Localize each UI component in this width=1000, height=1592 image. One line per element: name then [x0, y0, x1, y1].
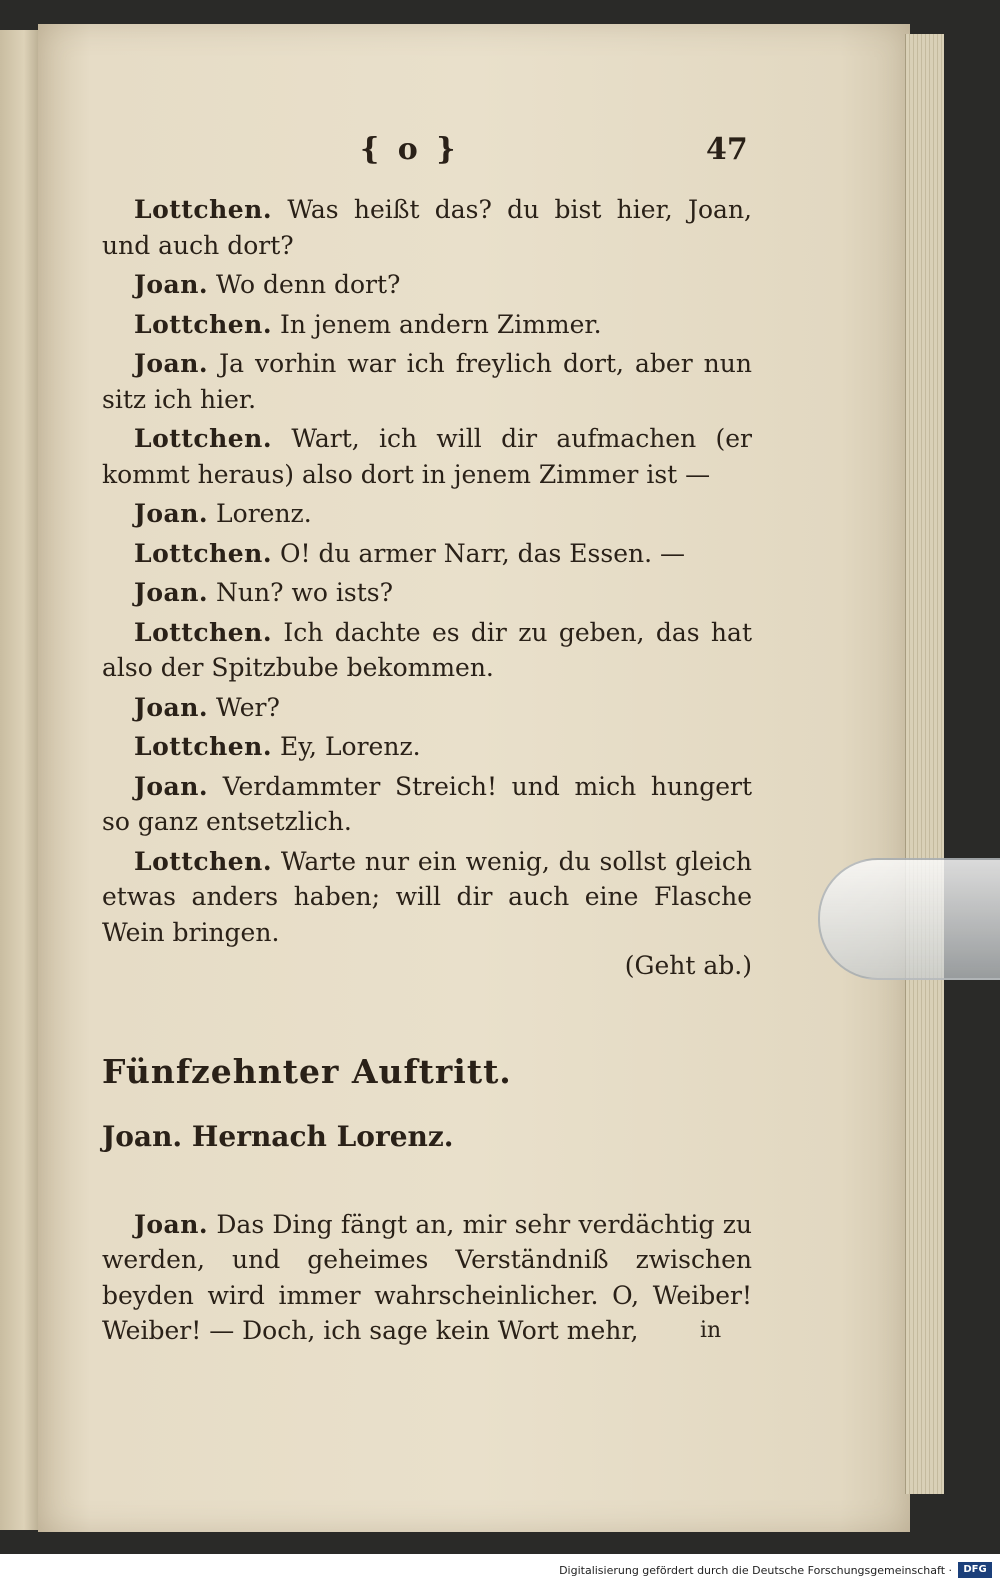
- page-number: 47: [706, 132, 748, 167]
- speech-text: In jenem andern Zimmer.: [280, 309, 602, 339]
- dialogue-line: [102, 267, 752, 303]
- catchword: in: [700, 1318, 722, 1343]
- book-spine-left-page: [0, 30, 42, 1530]
- speaker-name: Joan.: [134, 499, 209, 528]
- dialogue-line: [102, 690, 752, 726]
- speech-text: Verdammter Streich! und mich hungert so ganz entsetzlich.: [102, 771, 752, 836]
- speech-text: Nun? wo ists?: [216, 578, 393, 607]
- footer-credit: Digitalisierung gefördert durch die Deutsche Forschungsgemeinschaft ·: [559, 1564, 952, 1577]
- speech-text: Das Ding fängt an, mir sehr verdächtig zu werden, und geheimes Verständniß zwischen beyden wird immer wahrscheinlicher. O, Weiber! Weiber! — Doch, ich sage kein Wort mehr,: [102, 1209, 752, 1345]
- speaker-name: Lottchen.: [134, 617, 273, 647]
- speech-text: Ja vorhin war ich freylich dort, aber nun sitz ich hier.: [102, 349, 752, 414]
- footer-bar: [0, 1554, 1000, 1592]
- speaker-name: Lottchen.: [134, 732, 273, 761]
- dialogue-line: [102, 307, 752, 343]
- speaker-name: Lottchen.: [134, 309, 273, 339]
- dialogue-line: [102, 615, 752, 686]
- dialogue-line: [102, 536, 752, 572]
- speaker-name: Joan.: [134, 1209, 209, 1239]
- header-ornament: { o }: [360, 132, 460, 167]
- final-paragraph: [102, 1207, 752, 1349]
- scene-persons: Joan. Hernach Lorenz.: [102, 1120, 454, 1153]
- page-clip: [818, 858, 1000, 980]
- speaker-name: Joan.: [134, 349, 209, 378]
- speech-text: Wart, ich will dir aufmachen (er kommt heraus) also dort in jenem Zimmer ist —: [102, 424, 752, 489]
- dialogue-line: [102, 575, 752, 611]
- scene-title: Fünfzehnter Auftritt.: [102, 1051, 512, 1091]
- speaker-name: Lottchen.: [134, 424, 273, 453]
- speaker-name: Joan.: [134, 578, 209, 607]
- page-header: [0, 132, 1000, 172]
- dialogue-line: [102, 844, 752, 951]
- dialogue-line: [102, 496, 752, 532]
- speech-text: O! du armer Narr, das Essen. —: [280, 538, 686, 568]
- speech-text: Wo denn dort?: [216, 270, 401, 299]
- speech-text: Ey, Lorenz.: [280, 732, 421, 761]
- dialogue-line: [102, 421, 752, 492]
- page-edges: [905, 34, 944, 1494]
- speech-text: Was heißt das? du bist hier, Joan, und auch dort?: [102, 195, 753, 260]
- speaker-name: Lottchen.: [134, 195, 273, 224]
- stage-direction: (Geht ab.): [624, 951, 752, 980]
- dialogue-line: [102, 346, 752, 417]
- speaker-name: Joan.: [134, 270, 209, 299]
- dfg-logo: DFG: [958, 1562, 992, 1578]
- dialogue-line: [102, 192, 752, 263]
- speech-text: Lorenz.: [216, 499, 312, 528]
- dialogue-line: [102, 769, 752, 840]
- speech-text: Warte nur ein wenig, du sollst gleich etwas anders haben; will dir auch eine Flasche Wein bringen.: [102, 846, 753, 947]
- speaker-name: Joan.: [134, 692, 209, 722]
- speaker-name: Lottchen.: [134, 846, 273, 876]
- speaker-name: Lottchen.: [134, 538, 273, 568]
- dialogue-line: [102, 729, 752, 765]
- dialogue: [102, 192, 752, 950]
- speech-text: Wer?: [216, 692, 280, 722]
- page-text: [102, 192, 752, 1353]
- speech-text: Ich dachte es dir zu geben, das hat also der Spitzbube bekommen.: [102, 617, 752, 682]
- speaker-name: Joan.: [134, 771, 209, 801]
